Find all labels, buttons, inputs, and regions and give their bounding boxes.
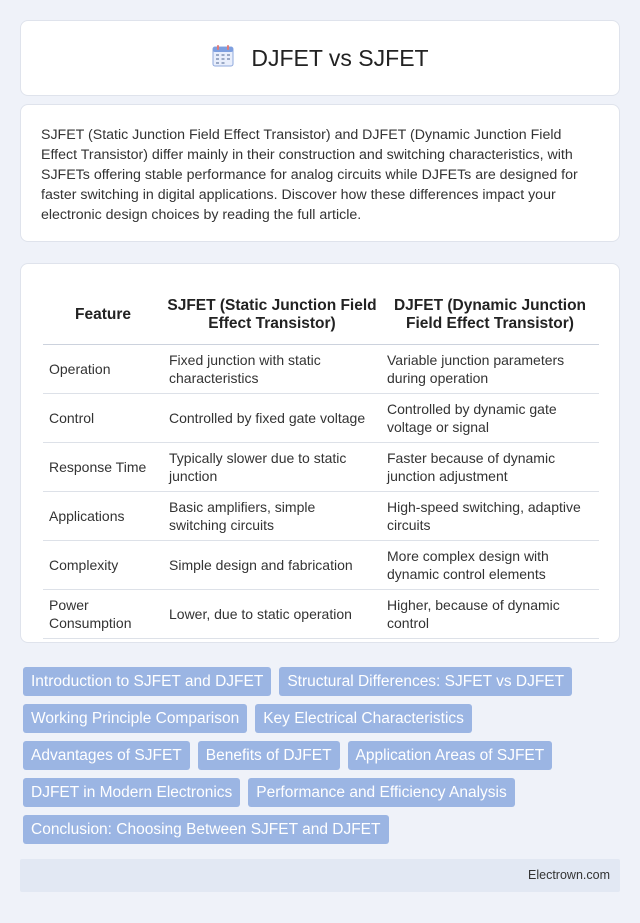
header-sjfet: SJFET (Static Junction Field Effect Transistor): [163, 280, 381, 344]
intro-card: [20, 104, 620, 242]
sjfet-cell: Controlled by fixed gate voltage: [163, 393, 381, 442]
tag-structural-differences[interactable]: Structural Differences: SJFET vs DJFET: [279, 667, 572, 696]
tag-electrical-characteristics[interactable]: Key Electrical Characteristics: [255, 704, 472, 733]
tag-advantages-sjfet[interactable]: Advantages of SJFET: [23, 741, 190, 770]
tag-benefits-djfet[interactable]: Benefits of DJFET: [198, 741, 340, 770]
table-row: [43, 589, 599, 638]
table-row: [43, 344, 599, 393]
header-feature: Feature: [43, 280, 163, 344]
comparison-table: [43, 280, 599, 639]
footer-site[interactable]: Electrown.com: [528, 868, 610, 882]
footer: [20, 859, 620, 892]
intro-text: SJFET (Static Junction Field Effect Transistor) and DJFET (Dynamic Junction Field Effect Transistor) differ mainly in their construction and switching characteristics, with SJFETs offering stable performance for analog circuits while DJFETs are designed for faster switching in digital applications. Discover how these differences impact your electronic design choices by reading the full article.: [41, 127, 578, 223]
tag-conclusion[interactable]: Conclusion: Choosing Between SJFET and DJFET: [23, 815, 389, 844]
djfet-cell: High-speed switching, adaptive circuits: [381, 491, 599, 540]
feature-cell: Response Time: [43, 442, 163, 491]
table-row: [43, 393, 599, 442]
title-card: [20, 20, 620, 96]
tag-working-principle[interactable]: Working Principle Comparison: [23, 704, 247, 733]
table-row: [43, 491, 599, 540]
sjfet-cell: Fixed junction with static characteristics: [163, 344, 381, 393]
feature-cell: Applications: [43, 491, 163, 540]
feature-cell: Operation: [43, 344, 163, 393]
feature-cell: Power Consumption: [43, 589, 163, 638]
tag-djfet-modern[interactable]: DJFET in Modern Electronics: [23, 778, 240, 807]
table-row: [43, 442, 599, 491]
table-header-row: [43, 280, 599, 344]
comparison-table-card: [20, 263, 620, 643]
feature-cell: Complexity: [43, 540, 163, 589]
tag-introduction[interactable]: Introduction to SJFET and DJFET: [23, 667, 271, 696]
page-title: DJFET vs SJFET: [251, 44, 429, 71]
calendar-icon: [211, 44, 235, 73]
djfet-cell: Variable junction parameters during operation: [381, 344, 599, 393]
sjfet-cell: Typically slower due to static junction: [163, 442, 381, 491]
sjfet-cell: Lower, due to static operation: [163, 589, 381, 638]
tag-performance[interactable]: Performance and Efficiency Analysis: [248, 778, 514, 807]
table-row: [43, 540, 599, 589]
djfet-cell: More complex design with dynamic control elements: [381, 540, 599, 589]
djfet-cell: Controlled by dynamic gate voltage or signal: [381, 393, 599, 442]
sjfet-cell: Basic amplifiers, simple switching circuits: [163, 491, 381, 540]
topic-tags: [23, 667, 613, 844]
djfet-cell: Faster because of dynamic junction adjustment: [381, 442, 599, 491]
djfet-cell: Higher, because of dynamic control: [381, 589, 599, 638]
header-djfet: DJFET (Dynamic Junction Field Effect Transistor): [381, 280, 599, 344]
sjfet-cell: Simple design and fabrication: [163, 540, 381, 589]
feature-cell: Control: [43, 393, 163, 442]
tag-application-areas[interactable]: Application Areas of SJFET: [348, 741, 553, 770]
